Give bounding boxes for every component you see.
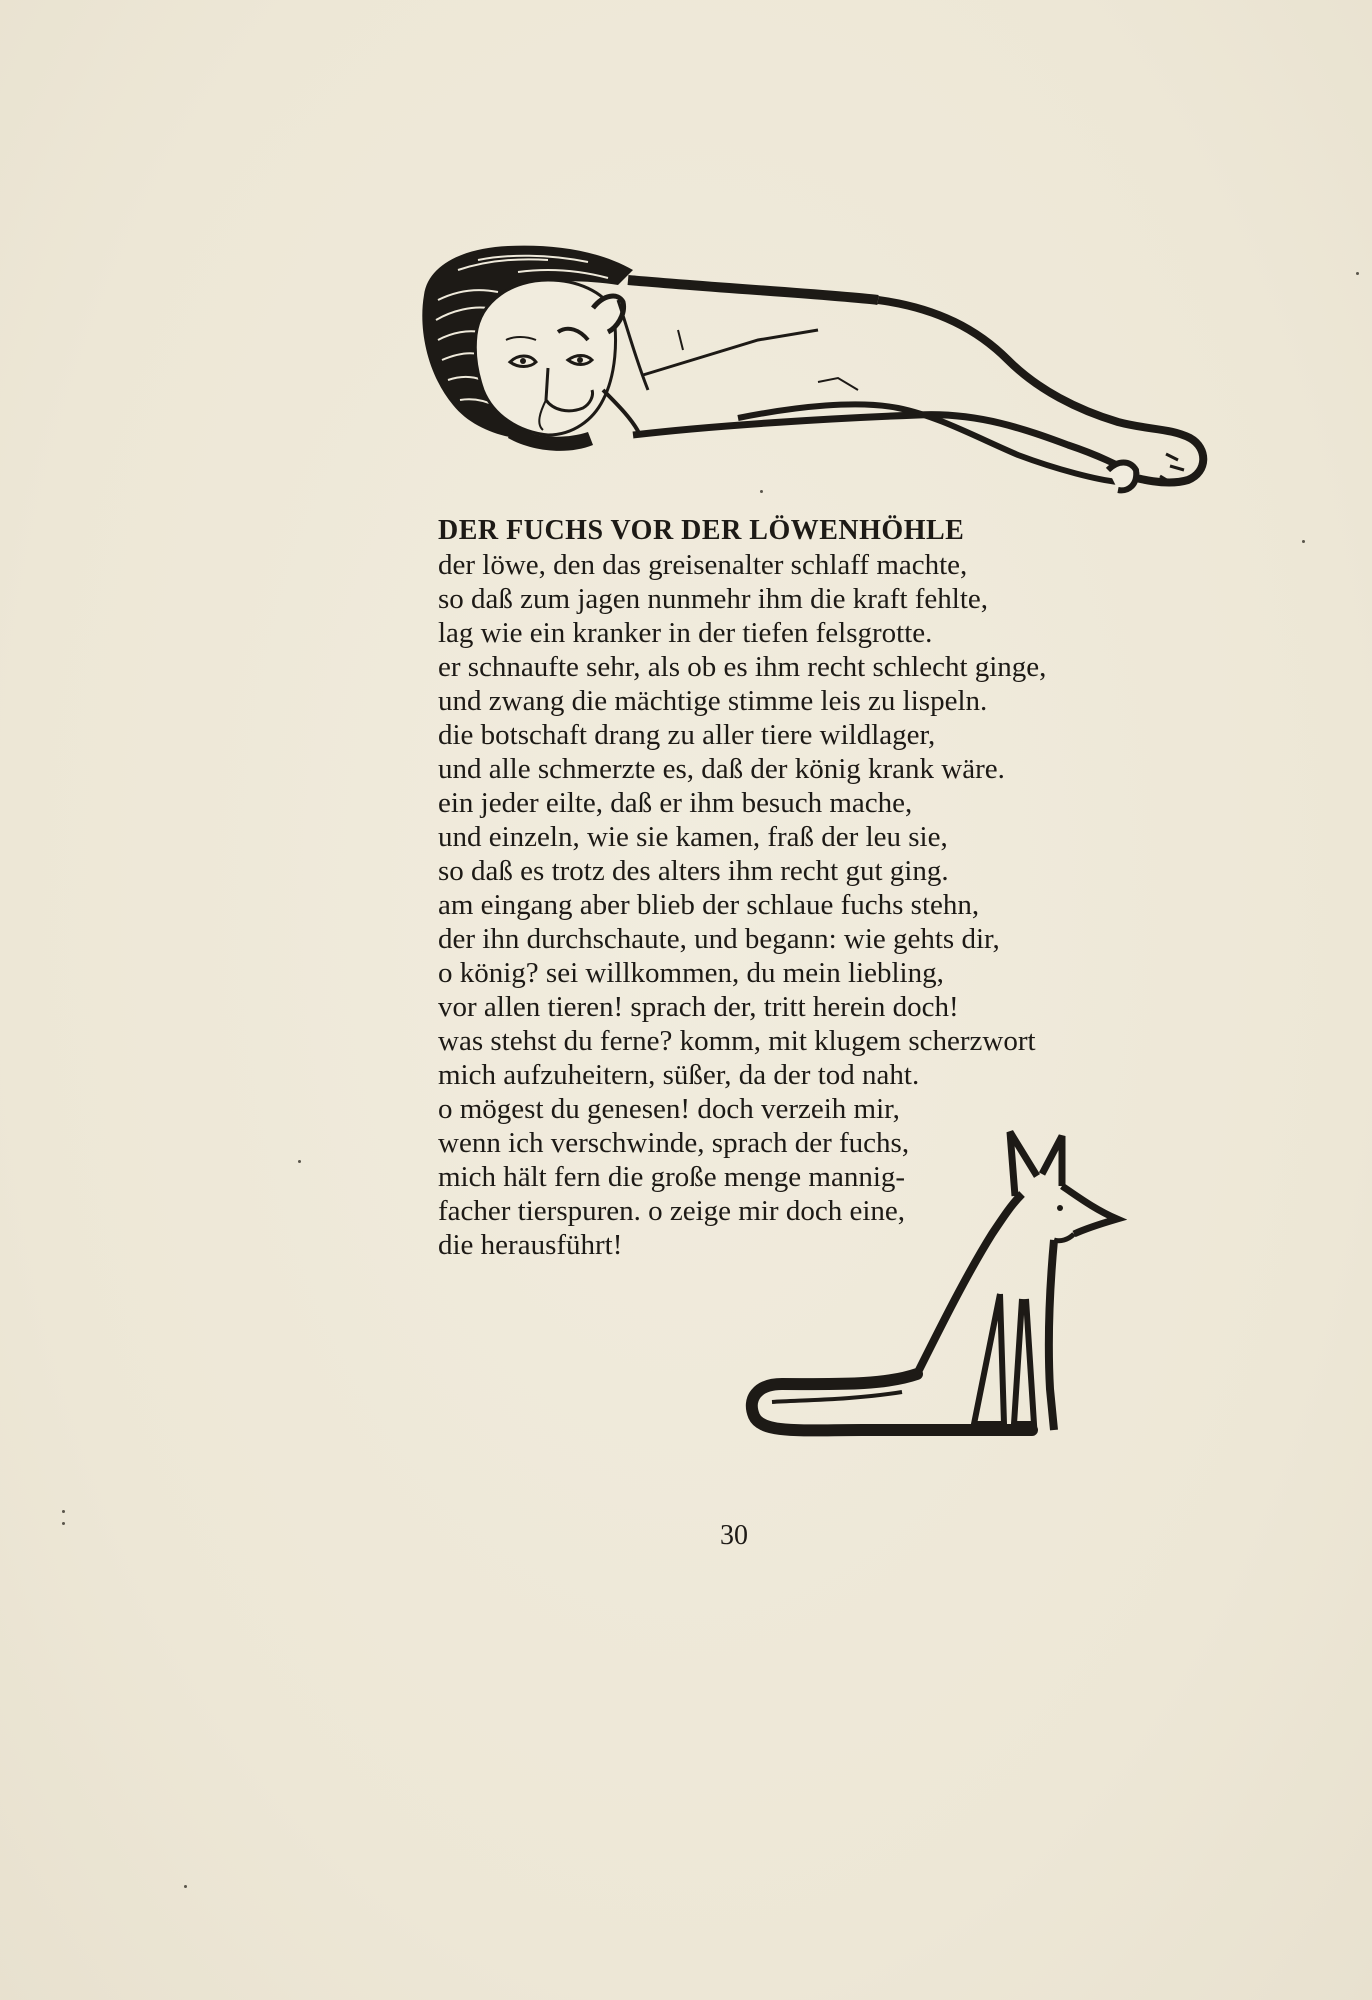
poem-line: vor allen tieren! sprach der, tritt herein doch! bbox=[438, 991, 959, 1023]
paper-speck bbox=[62, 1522, 65, 1525]
poem-line: o mögest du genesen! doch verzeih mir, bbox=[438, 1093, 900, 1125]
poem-line: und einzeln, wie sie kamen, fraß der leu sie, bbox=[438, 821, 948, 853]
fox-ear bbox=[1010, 1132, 1037, 1196]
poem-line: am eingang aber blieb der schlaue fuchs stehn, bbox=[438, 889, 980, 921]
poem-line: ein jeder eilte, daß er ihm besuch mache, bbox=[438, 787, 913, 819]
paper-speck bbox=[62, 1510, 65, 1513]
poem-line: was stehst du ferne? komm, mit klugem scherzwort bbox=[438, 1025, 1036, 1057]
poem-line: so daß es trotz des alters ihm recht gut ging. bbox=[438, 855, 949, 887]
poem-line: lag wie ein kranker in der tiefen felsgrotte. bbox=[438, 617, 933, 649]
paper-speck bbox=[298, 1160, 301, 1163]
paper-speck bbox=[760, 490, 763, 493]
poem-line: der ihn durchschaute, und begann: wie gehts dir, bbox=[438, 923, 1000, 955]
paper-speck bbox=[184, 1885, 187, 1888]
fox-ear bbox=[1042, 1136, 1062, 1186]
paper-speck bbox=[1302, 540, 1305, 543]
page-number: 30 bbox=[720, 1520, 748, 1551]
poem-line: so daß zum jagen nunmehr ihm die kraft fehlte, bbox=[438, 583, 989, 615]
poem-line: wenn ich verschwinde, sprach der fuchs, bbox=[438, 1127, 910, 1159]
lion-illustration bbox=[418, 240, 1223, 510]
poem-line: er schnaufte sehr, als ob es ihm recht schlecht ginge, bbox=[438, 651, 1047, 683]
poem-line: mich aufzuheitern, süßer, da der tod naht. bbox=[438, 1059, 920, 1091]
poem-line: die botschaft drang zu aller tiere wildlager, bbox=[438, 719, 936, 751]
poem-line: mich hält fern die große menge mannig- bbox=[438, 1161, 906, 1193]
poem-title: DER FUCHS VOR DER LÖWENHÖHLE bbox=[438, 515, 965, 546]
paper-speck bbox=[1356, 272, 1359, 275]
poem-line: o könig? sei willkommen, du mein liebling, bbox=[438, 957, 944, 989]
poem-line: und alle schmerzte es, daß der könig krank wäre. bbox=[438, 753, 1005, 785]
poem-line: facher tierspuren. o zeige mir doch eine, bbox=[438, 1195, 906, 1227]
fox-illustration bbox=[742, 1124, 1127, 1449]
poem-line: die herausführt! bbox=[438, 1229, 623, 1261]
fox-leg bbox=[974, 1294, 1004, 1424]
poem-line: der löwe, den das greisenalter schlaff machte, bbox=[438, 549, 968, 581]
fox-leg bbox=[1014, 1299, 1034, 1424]
poem-line: und zwang die mächtige stimme leis zu lispeln. bbox=[438, 685, 988, 717]
